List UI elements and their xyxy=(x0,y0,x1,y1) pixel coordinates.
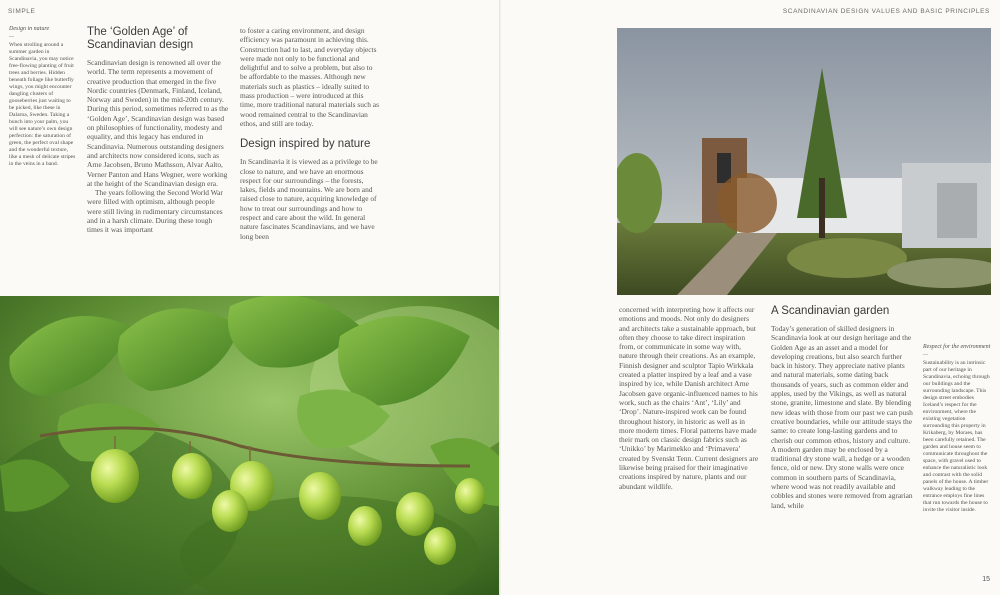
paragraph: Today’s generation of skilled designers in Scandinavia look at our design heritage and the Golden Age as an asset and a model for developing creations, but also search further back in history. They appreciate native plants and natural materials, some dating back thousands of years, such as common elder and apples, used by the Vikings, as well as natural stone, granite, limestone and slate. By blending new ideas with those from our past we can push creative boundaries, while our attitude stays the same: to create long-lasting gardens and to cherish our common ethos, history and culture. A modern garden may be enclosed by a traditional dry stone wall, a hedge or a wooden fence, old or new. Dry stone walls were once common in southern parts of Scandinavia, where wood was not readily available and cobbles and stones were removed from agrarian land, while xyxy=(771,324,913,510)
nature-continued-column xyxy=(619,305,761,491)
house-garden-photo xyxy=(617,28,991,295)
running-head-left: SIMPLE xyxy=(8,8,36,15)
section-heading-nature: Design inspired by nature xyxy=(240,138,371,151)
nature-column xyxy=(240,26,380,241)
gooseberry-photo xyxy=(0,296,499,595)
sidebar-rule: — xyxy=(9,35,14,40)
sidebar-title: Respect for the environment xyxy=(923,344,991,350)
paragraph: concerned with interpreting how it affects our emotions and moods. Not only do designers and architects take a sustainable approach, but often they choose to take direct inspiration from, or communicate in some way with, nature through their creations. As an example, Finnish designer and sculptor Tapio Wirkkala created a platter inspired by a leaf and a vase inspired by ice, while Danish architect Arne Jacobsen gave organic-influenced names to his work, such as the chairs ‘Ant’, ‘Lily’ and ‘Drop’. Nature-inspired work can be found throughout history, in historic as well as in more modern times. Floral patterns have made their mark on classic design fabrics such as ‘Unikko’ by Marimekko and ‘Primavera’ created by Svenskt Tenn. Current designers are likewise being praised for their imaginative creations inspired by nature, plants and our abundant wildlife. xyxy=(619,305,759,491)
page-gutter xyxy=(499,0,501,595)
running-head-right: SCANDINAVIAN DESIGN VALUES AND BASIC PRINCIPLES xyxy=(782,8,990,15)
paragraph: to foster a caring environment, and design efficiency was paramount in achieving this. Construction had to last, and everyday objects were made not only to be functional and delightful and to solve a problem, but also to be affordable to the masses. Although new materials such as plastics – ideally suited to mass production – were introduced at this time, more traditional natural materials such as wood remained central to the Scandinavian ethos, and still are today. xyxy=(240,26,379,128)
garden-column xyxy=(771,305,913,510)
section-heading-garden: A Scandinavian garden xyxy=(771,305,890,317)
sidebar-body: When strolling around a summer garden in Scandinavia, you may notice free-flowing planting of fruit trees and berries. Hidden beneath foliage like butterfly wings, you might encounter dangling clusters of gooseberries just waiting to be picked, like these in Dalarna, Sweden. Taking a bunch into your palm, you will see nature’s own design perfection: the saturation of green, the perfect oval shape and the wonderful texture, like a mesh of delicate stripes in the veins in a band. xyxy=(9,42,76,167)
sidebar-rule: — xyxy=(923,353,928,358)
page-number: 15 xyxy=(982,576,990,583)
sidebar-title: Design in nature xyxy=(9,26,50,32)
paragraph: The years following the Second World War were filled with optimism, although people were still living in rudimentary circumstances and in a harsh climate. During these tough times it was important xyxy=(87,188,223,235)
sidebar-respect-environment xyxy=(923,344,991,514)
section-heading-golden-age: The ‘Golden Age’ of Scandinavian design xyxy=(87,26,194,51)
paragraph: Scandinavian design is renowned all over the world. The term represents a movement of creative production that emerged in the five Nordic countries (Denmark, Finland, Iceland, Norway and Sweden) in the mid-20th century. During this period, sometimes referred to as the ‘Golden Age’, Scandinavian design was based on philosophies of functionality, modesty and equality, and this legacy has endured in Scandinavia. Numerous outstanding designers and architects now considered icons, such as Arne Jacobsen, Bruno Mathsson, Alvar Aalto, Verner Panton and Hans Wegner, were working at the height of the Scandinavian design era. xyxy=(87,58,229,188)
paragraph: In Scandinavia it is viewed as a privilege to be close to nature, and we have an enormous respect for our surroundings – the forests, lakes, fields and mountains. We are born and raised close to nature, acquiring knowledge of how to treat our surroundings and how to respect and care about the wild. In general nature fascinates Scandinavians, and we have long been xyxy=(240,157,378,241)
sidebar-design-in-nature xyxy=(9,26,76,168)
sidebar-body: Sustainability is an intrinsic part of our heritage in Scandinavia, echoing through our buildings and the surrounding landscape. This design street embodies Iceland’s respect for the environment, where the existing vegetation surrounding this property in Krikaberg, by Moraes, has been carefully retained. The garden and house seem to communicate throughout the space, with gravel used to enhance the naturalistic look and contrast with the solid panels of the house. A timber walkway leading to the entrance employs fine lines that run towards the house to invite the visitor inside. xyxy=(923,360,990,513)
golden-age-column xyxy=(87,26,229,235)
